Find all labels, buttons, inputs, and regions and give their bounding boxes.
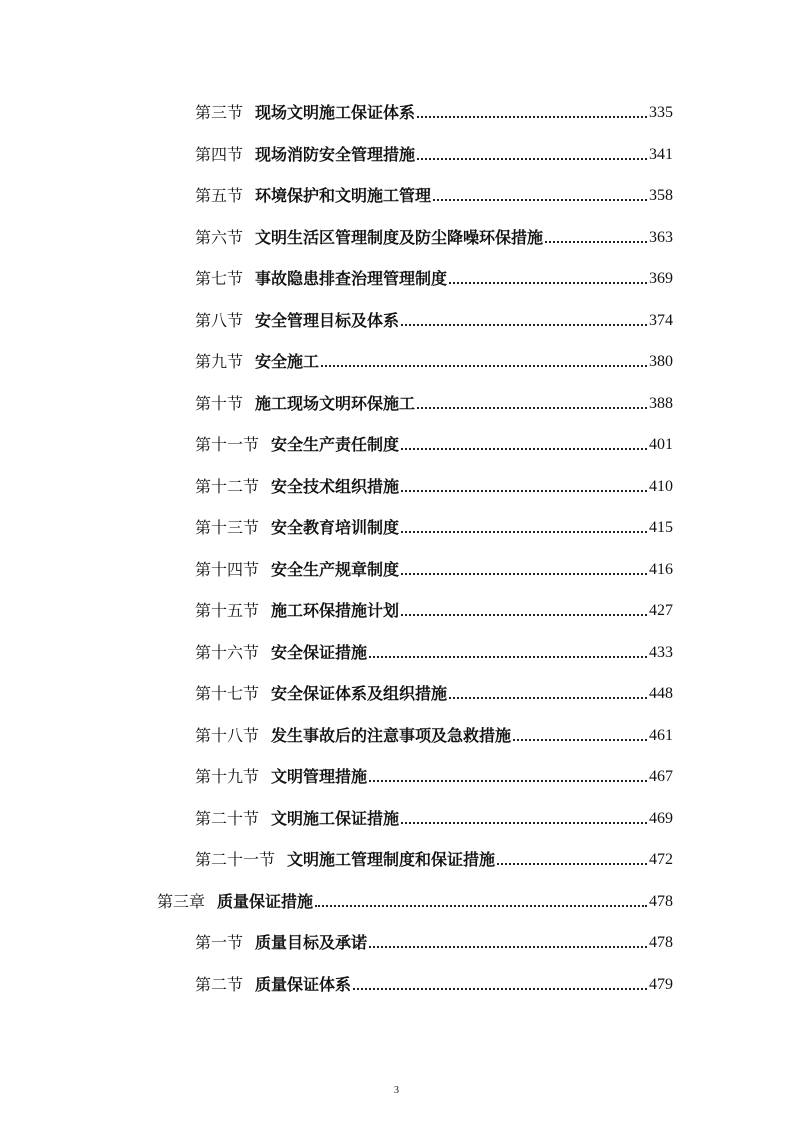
toc-section-title: 发生事故后的注意事项及急救措施 xyxy=(271,725,512,745)
toc-entry[interactable] xyxy=(195,344,673,372)
toc-entry[interactable] xyxy=(195,386,673,414)
toc-dot-leader xyxy=(449,697,647,699)
toc-dot-leader xyxy=(545,241,647,243)
toc-page-number: 479 xyxy=(649,975,673,993)
toc-entry[interactable] xyxy=(195,801,673,829)
toc-section-title: 安全保证体系及组织措施 xyxy=(271,684,448,703)
toc-page-number: 374 xyxy=(649,311,673,329)
toc-section-number: 第十一节 xyxy=(195,435,260,454)
toc-section-title: 施工现场文明环保施工 xyxy=(255,393,416,413)
toc-entry[interactable] xyxy=(195,635,673,663)
toc-entry[interactable] xyxy=(195,718,673,746)
toc-page-number: 478 xyxy=(649,934,673,951)
toc-dot-leader xyxy=(401,573,647,575)
toc-section-number: 第十八节 xyxy=(195,725,260,745)
toc-page-number: 335 xyxy=(649,104,673,121)
toc-section-title: 文明生活区管理制度及防尘降噪环保措施 xyxy=(255,227,544,247)
toc-entry[interactable] xyxy=(195,759,673,787)
toc-section-title: 施工环保措施计划 xyxy=(271,601,400,620)
toc-dot-leader xyxy=(401,324,647,326)
toc-dot-leader xyxy=(449,282,647,284)
toc-section-title: 现场消防安全管理措施 xyxy=(255,144,416,164)
toc-entry[interactable] xyxy=(195,261,673,289)
toc-dot-leader xyxy=(315,905,647,907)
toc-section-number: 第十三节 xyxy=(195,518,260,537)
toc-section-title: 文明施工保证措施 xyxy=(271,808,400,828)
toc-entry[interactable] xyxy=(195,95,673,123)
toc-section-title: 安全生产责任制度 xyxy=(271,435,400,454)
toc-page-number: 448 xyxy=(649,685,673,702)
toc-entry[interactable] xyxy=(195,925,673,953)
toc-page-number: 467 xyxy=(649,768,673,785)
toc-page-number: 427 xyxy=(649,602,673,619)
toc-dot-leader xyxy=(417,116,647,118)
toc-section-number: 第一节 xyxy=(195,933,244,952)
toc-section-title: 安全施工 xyxy=(255,352,320,371)
toc-entry[interactable] xyxy=(195,552,673,580)
toc-dot-leader xyxy=(513,739,647,741)
toc-section-title: 现场文明施工保证体系 xyxy=(255,103,416,122)
toc-dot-leader xyxy=(401,531,647,533)
toc-page-number: 363 xyxy=(649,228,673,246)
toc-dot-leader xyxy=(401,822,647,824)
toc-chapter-number: 第三章 xyxy=(157,891,206,911)
toc-page-number: 401 xyxy=(649,436,673,453)
toc-section-title: 文明管理措施 xyxy=(271,767,368,786)
toc-section-title: 环境保护和文明施工管理 xyxy=(255,186,432,205)
toc-entry[interactable] xyxy=(195,842,673,870)
toc-page-number: 416 xyxy=(649,560,673,578)
toc-dot-leader xyxy=(401,614,647,616)
toc-section-number: 第十四节 xyxy=(195,559,260,579)
toc-section-number: 第二十一节 xyxy=(195,850,276,869)
toc-section-number: 第七节 xyxy=(195,269,244,288)
toc-page-number: 433 xyxy=(649,643,673,661)
toc-page-number: 415 xyxy=(649,519,673,536)
toc-section-number: 第六节 xyxy=(195,227,244,247)
toc-page-number: 369 xyxy=(649,270,673,287)
toc-page-number: 341 xyxy=(649,145,673,163)
toc-entry[interactable] xyxy=(195,220,673,248)
toc-dot-leader xyxy=(401,490,647,492)
toc-page-number: 469 xyxy=(649,809,673,827)
page-footer-number: 3 xyxy=(394,1085,399,1096)
toc-dot-leader xyxy=(433,199,647,201)
toc-page-number: 478 xyxy=(649,892,673,910)
toc-page-number: 472 xyxy=(649,851,673,868)
toc-section-number: 第八节 xyxy=(195,310,244,330)
toc-dot-leader xyxy=(401,448,647,450)
toc-section-number: 第十节 xyxy=(195,393,244,413)
toc-dot-leader xyxy=(369,946,647,948)
toc-page-number: 358 xyxy=(649,187,673,204)
toc-section-title: 质量保证体系 xyxy=(255,974,352,994)
toc-entry[interactable] xyxy=(195,427,673,455)
toc-section-number: 第十九节 xyxy=(195,767,260,786)
toc-entry[interactable] xyxy=(195,593,673,621)
toc-entry[interactable] xyxy=(195,303,673,331)
toc-entry[interactable] xyxy=(195,137,673,165)
toc-section-number: 第五节 xyxy=(195,186,244,205)
toc-section-title: 安全管理目标及体系 xyxy=(255,310,400,330)
toc-entry[interactable] xyxy=(195,510,673,538)
toc-page-number: 380 xyxy=(649,353,673,370)
toc-section-title: 安全技术组织措施 xyxy=(271,476,400,496)
toc-section-title: 安全生产规章制度 xyxy=(271,559,400,579)
toc-section-title: 文明施工管理制度和保证措施 xyxy=(287,850,496,869)
toc-page-number: 410 xyxy=(649,477,673,495)
toc-dot-leader xyxy=(497,863,647,865)
toc-entry[interactable] xyxy=(195,469,673,497)
toc-dot-leader xyxy=(417,158,647,160)
toc-entry[interactable] xyxy=(195,967,673,995)
toc-section-number: 第三节 xyxy=(195,103,244,122)
toc-chapter-entry[interactable] xyxy=(157,884,673,912)
toc-section-number: 第十五节 xyxy=(195,601,260,620)
toc-section-title: 安全保证措施 xyxy=(271,642,368,662)
toc-section-title: 质量目标及承诺 xyxy=(255,933,368,952)
toc-section-number: 第二十节 xyxy=(195,808,260,828)
toc-dot-leader xyxy=(417,407,647,409)
toc-section-number: 第四节 xyxy=(195,144,244,164)
toc-section-title: 事故隐患排查治理管理制度 xyxy=(255,269,448,288)
toc-dot-leader xyxy=(321,365,647,367)
toc-entry[interactable] xyxy=(195,676,673,704)
toc-section-title: 安全教育培训制度 xyxy=(271,518,400,537)
toc-section-number: 第十六节 xyxy=(195,642,260,662)
toc-dot-leader xyxy=(369,780,647,782)
toc-page-number: 388 xyxy=(649,394,673,412)
toc-section-number: 第二节 xyxy=(195,974,244,994)
toc-section-number: 第九节 xyxy=(195,352,244,371)
toc-dot-leader xyxy=(369,656,647,658)
toc-entry[interactable] xyxy=(195,178,673,206)
toc-page-number: 461 xyxy=(649,726,673,744)
toc-section-number: 第十七节 xyxy=(195,684,260,703)
toc-section-number: 第十二节 xyxy=(195,476,260,496)
toc-chapter-title: 质量保证措施 xyxy=(217,891,314,911)
toc-dot-leader xyxy=(353,988,647,990)
